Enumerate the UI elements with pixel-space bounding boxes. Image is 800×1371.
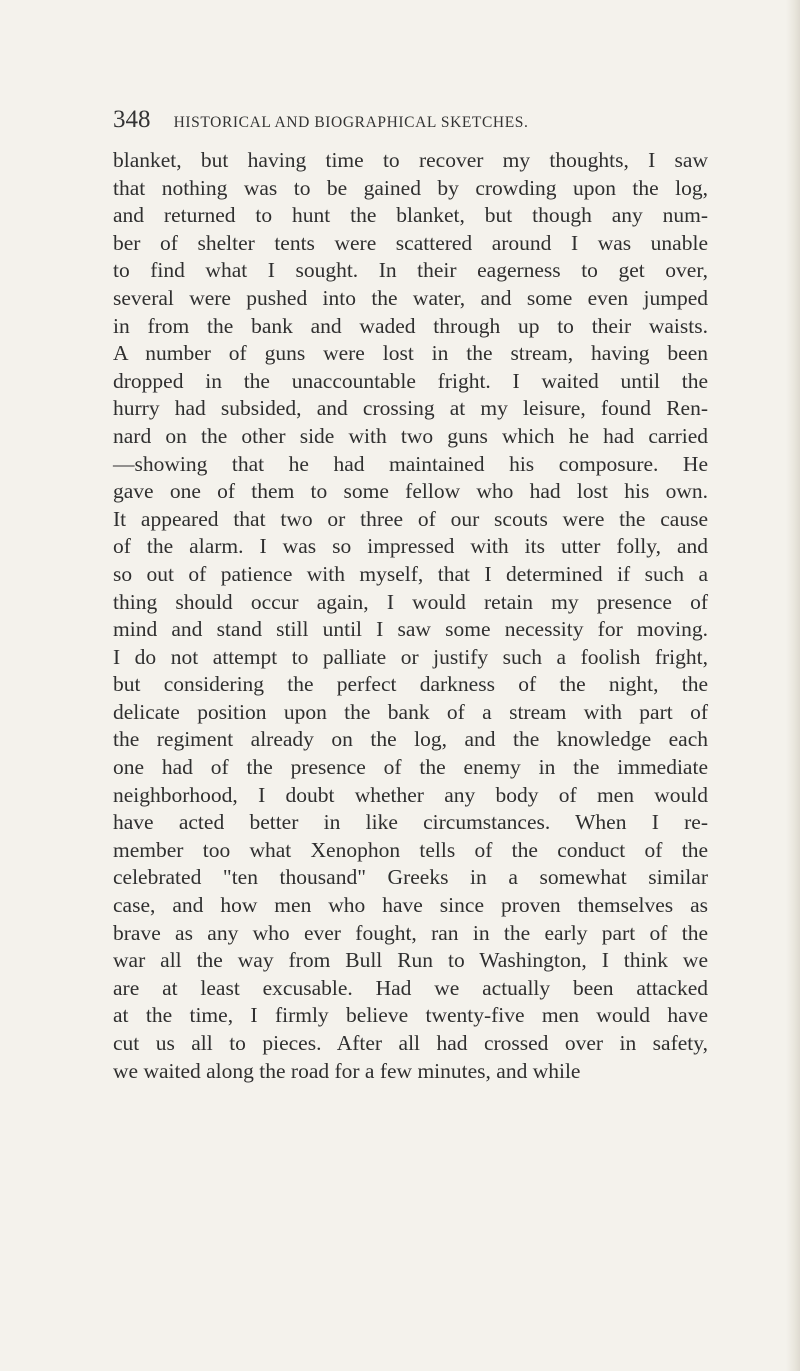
text-line: of the alarm. I was so impressed with its utter folly, and [113,534,708,559]
text-line: cut us all to pieces. After all had crossed over in safety, [113,1031,708,1055]
page-edge-shadow [786,0,800,1371]
running-title: HISTORICAL AND BIOGRAPHICAL SKETCHES. [173,114,529,131]
text-line: —showing that he had maintained his composure. He [113,451,708,476]
text-line: hurry had subsided, and crossing at my leisure, found Ren- [113,396,708,421]
text-line: war all the way from Bull Run to Washington, I think we [113,948,708,973]
text-line: blanket, but having time to recover my thoughts, I saw [113,148,708,172]
text-line: A number of guns were lost in the stream, having been [113,341,708,366]
text-line: It appeared that two or three of our scouts were the cause [113,506,708,531]
text-line: I do not attempt to palliate or justify such a foolish fright, [113,644,708,669]
text-line: have acted better in like circumstances. When I re- [113,810,708,835]
text-line: but considering the perfect darkness of the night, the [113,672,708,697]
text-line: nard on the other side with two guns which he had carried [113,423,708,448]
text-line: so out of patience with myself, that I determined if such a [113,561,708,586]
body-text [113,147,708,1085]
text-line: are at least excusable. Had we actually been attacked [113,975,708,1000]
text-line: ber of shelter tents were scattered around I was unable [113,230,708,255]
text-line: brave as any who ever fought, ran in the early part of the [113,920,708,945]
text-line: in from the bank and waded through up to their waists. [113,313,708,338]
text-line: thing should occur again, I would retain my presence of [113,589,708,614]
text-line: at the time, I firmly believe twenty-five men would have [113,1003,708,1028]
text-line: the regiment already on the log, and the knowledge each [113,727,708,752]
text-line: to find what I sought. In their eagerness to get over, [113,258,708,283]
text-line: several were pushed into the water, and some even jumped [113,285,708,310]
text-line: celebrated "ten thousand" Greeks in a somewhat similar [113,865,708,890]
page-header [113,106,673,136]
text-line: delicate position upon the bank of a stream with part of [113,699,708,724]
text-line: member too what Xenophon tells of the conduct of the [113,837,708,862]
text-line: gave one of them to some fellow who had lost his own. [113,479,708,504]
text-line: one had of the presence of the enemy in the immediate [113,755,708,780]
text-line: we waited along the road for a few minutes, and while [113,1058,581,1083]
text-line: dropped in the unaccountable fright. I waited until the [113,368,708,393]
text-line: neighborhood, I doubt whether any body of men would [113,782,708,807]
page-number: 348 [113,106,151,133]
text-line: mind and stand still until I saw some necessity for moving. [113,617,708,642]
text-line: case, and how men who have since proven themselves as [113,893,708,918]
text-line: that nothing was to be gained by crowding upon the log, [113,175,708,200]
text-line: and returned to hunt the blanket, but though any num- [113,203,708,228]
